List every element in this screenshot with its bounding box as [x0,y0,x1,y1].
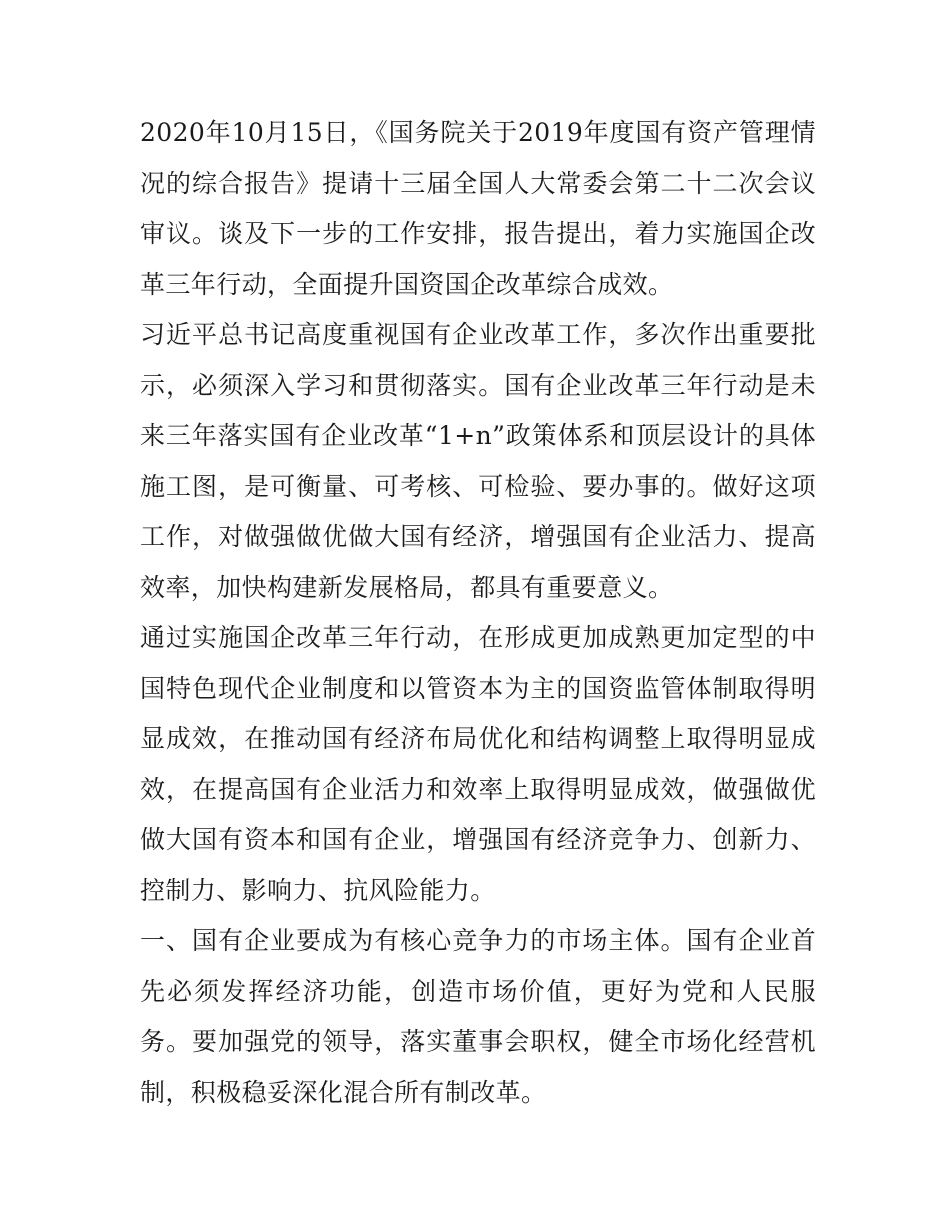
document-page [140,108,816,1118]
paragraph-three-year-action: 习近平总书记高度重视国有企业改革工作，多次作出重要批示，必须深入学习和贯彻落实。国有企业改革三年行动是未来三年落实国有企业改革“1+n”政策体系和顶层设计的具体施工图，是可衡量、可考核、可检验、要办事的。做好这项工作，对做强做优做大国有经济，增强国有企业活力、提高效率，加快构建新发展格局，都具有重要意义。 [140,320,816,602]
paragraph-report-intro: 2020年10月15日，《国务院关于2019年度国有资产管理情况的综合报告》提请十三届全国人大常委会第二十二次会议审议。谈及下一步的工作安排，报告提出，着力实施国企改革三年行动，全面提升国资国企改革综合成效。 [140,118,816,299]
paragraph-section-one: 一、国有企业要成为有核心竞争力的市场主体。国有企业首先必须发挥经济功能，创造市场价值，更好为党和人民服务。要加强党的领导，落实董事会职权，健全市场化经营机制，积极稳妥深化混合所有制改革。 [140,926,816,1107]
paragraph-goals: 通过实施国企改革三年行动，在形成更加成熟更加定型的中国特色现代企业制度和以管资本为主的国资监管体制取得明显成效，在推动国有经济布局优化和结构调整上取得明显成效，在提高国有企业活力和效率上取得明显成效，做强做优做大国有资本和国有企业，增强国有经济竞争力、创新力、控制力、影响力、抗风险能力。 [140,623,816,905]
